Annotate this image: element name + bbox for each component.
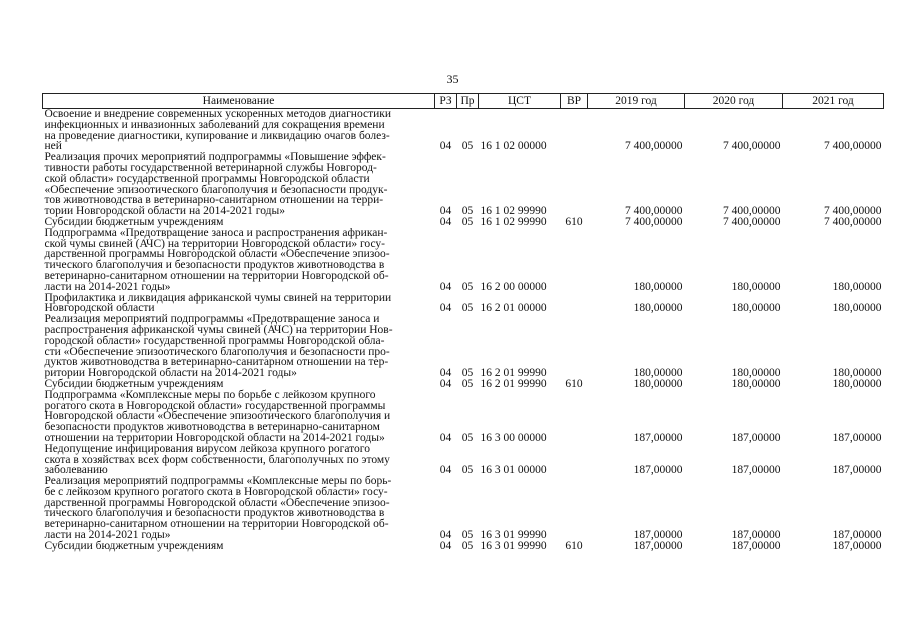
row-name-line: безопасности продуктов животноводства в ветеринарно-санитарном	[44, 421, 380, 434]
row-value-2019: 187,00000	[633, 529, 683, 542]
row-name-line: ней	[44, 140, 62, 153]
row-value-2021: 7 400,00000	[824, 140, 882, 153]
row-name-line: ветеринарно-санитарном отношении на территории Новгородской об-	[44, 518, 389, 531]
row-rz: 04	[439, 464, 452, 477]
row-value-2020: 180,00000	[731, 302, 781, 315]
row-vr: 610	[565, 539, 583, 552]
row-vr	[561, 228, 588, 293]
row-value-2021: 180,00000	[832, 367, 882, 380]
table-row	[43, 541, 884, 552]
row-name-line: дарственной программы Новгородской области «Обеспечение эпизоо-	[44, 496, 390, 509]
row-name-line: Новгородской области «Обеспечение эпизоотического благополучия и	[44, 410, 391, 423]
row-value-2021: 7 400,00000	[824, 215, 882, 228]
row-pr: 05	[461, 302, 474, 315]
row-pr: 05	[461, 140, 474, 153]
header-name: Наименование	[43, 94, 435, 109]
table-row	[43, 314, 884, 379]
budget-table	[42, 93, 884, 552]
row-value-2020: 187,00000	[731, 464, 781, 477]
row-vr	[561, 152, 588, 217]
row-vr	[561, 476, 588, 541]
row-vr: 610	[565, 215, 583, 228]
row-name-line: Подпрограмма «Комплексные меры по борьбе с лейкозом крупного	[44, 388, 376, 401]
table-row	[43, 228, 884, 293]
row-name-line: скота в хозяйствах всех форм собственности, благополучных по этому	[44, 453, 390, 466]
row-name-line: тории Новгородской области на 2014-2021 годы»	[44, 205, 285, 218]
row-name-line: Профилактика и ликвидация африканской чумы свиней на территории	[44, 291, 392, 304]
table-row	[43, 390, 884, 444]
row-value-2020: 180,00000	[731, 280, 781, 293]
header-pr: Пр	[457, 94, 479, 109]
row-name-line: тов животноводства в ветеринарно-санитарном отношении на терри-	[44, 194, 384, 207]
row-name-line: Освоение и внедрение современных ускоренных методов диагностики	[44, 108, 392, 120]
row-rz: 04	[439, 280, 452, 293]
row-name-line: рогатого скота в Новгородской области» государственной программы	[44, 399, 386, 412]
row-vr	[561, 444, 588, 476]
row-vr	[561, 109, 588, 153]
header-rz: РЗ	[435, 94, 457, 109]
row-name-line: Реализация мероприятий подпрограммы «Предотвращение заноса и	[44, 313, 380, 326]
row-value-2020: 7 400,00000	[723, 140, 781, 153]
table-row	[43, 293, 884, 315]
row-name	[43, 541, 435, 552]
header-vr: ВР	[561, 94, 588, 109]
row-name	[43, 109, 435, 153]
row-name-line: тического благополучия и безопасности продуктов животноводства в	[44, 507, 385, 520]
row-value-2019: 7 400,00000	[625, 140, 683, 153]
row-pr: 05	[461, 215, 474, 228]
table-row	[43, 109, 884, 153]
header-cst: ЦСТ	[479, 94, 561, 109]
row-name-line: Новгородской области	[44, 302, 155, 315]
row-rz: 04	[439, 205, 452, 218]
row-pr: 05	[461, 464, 474, 477]
row-value-2021: 7 400,00000	[824, 205, 882, 218]
row-name-line: тического благополучия и безопасности продуктов животноводства в	[44, 259, 385, 272]
row-value-2020: 187,00000	[731, 529, 781, 542]
row-value-2019: 180,00000	[633, 377, 683, 390]
row-value-2019: 187,00000	[633, 464, 683, 477]
row-cst: 16 2 01 99990	[480, 377, 547, 390]
row-name-line: ласти на 2014-2021 годы»	[44, 529, 171, 542]
row-cst: 16 3 01 99990	[480, 539, 547, 552]
row-name-line: «Обеспечение эпизоотического благополучия и безопасности продук-	[44, 183, 388, 196]
row-cst: 16 1 02 99990	[480, 205, 547, 218]
table-row	[43, 476, 884, 541]
row-name	[43, 444, 435, 476]
row-name-line: ветеринарно-санитарном отношении на территории Новгородской об-	[44, 269, 389, 282]
row-cst: 16 3 00 00000	[480, 431, 547, 444]
row-name-line: Подпрограмма «Предотвращение заноса и распространения африкан-	[44, 226, 388, 239]
row-value-2019: 7 400,00000	[625, 215, 683, 228]
row-name-line: ритории Новгородской области на 2014-2021 годы»	[44, 367, 297, 380]
row-rz: 04	[439, 539, 452, 552]
row-name-line: заболеванию	[44, 464, 108, 477]
header-2021: 2021 год	[783, 94, 884, 109]
row-value-2021: 187,00000	[832, 529, 882, 542]
row-rz: 04	[439, 367, 452, 380]
row-name-line: тивности работы государственной ветеринарной службы Новгород-	[44, 161, 377, 174]
row-vr	[561, 314, 588, 379]
row-name-line: Субсидии бюджетным учреждениям	[44, 539, 224, 552]
row-name-line: Реализация прочих мероприятий подпрограммы «Повышение эффек-	[44, 151, 386, 164]
row-pr: 05	[461, 539, 474, 552]
row-pr: 05	[461, 367, 474, 380]
row-name-line: ласти на 2014-2021 годы»	[44, 280, 171, 293]
row-name-line: инфекционных и инвазионных заболеваний для сокращения времени	[44, 118, 385, 131]
table-header-row	[43, 94, 884, 109]
row-name-line: ской чумы свиней (АЧС) на территории Новгородской области» госу-	[44, 237, 385, 250]
table-row	[43, 152, 884, 217]
row-value-2019: 180,00000	[633, 367, 683, 380]
row-value-2019: 180,00000	[633, 280, 683, 293]
row-name-line: сти «Обеспечение эпизоотического благополучия и безопасности про-	[44, 345, 390, 358]
row-name-line: Субсидии бюджетным учреждениям	[44, 215, 224, 228]
row-name-line: ской области» государственной программы Новгородской области	[44, 172, 370, 185]
row-value-2020: 180,00000	[731, 367, 781, 380]
row-name-line: городской области» государственной программы Новгородской обла-	[44, 334, 385, 347]
row-name-line: бе с лейкозом крупного рогатого скота в Новгородской области» госу-	[44, 485, 388, 498]
row-cst: 16 1 02 00000	[480, 140, 547, 153]
row-value-2020: 7 400,00000	[723, 205, 781, 218]
row-name	[43, 314, 435, 379]
row-name-line: Субсидии бюджетным учреждениям	[44, 377, 224, 390]
row-name	[43, 476, 435, 541]
row-value-2020: 187,00000	[731, 539, 781, 552]
row-name	[43, 228, 435, 293]
row-value-2020: 7 400,00000	[723, 215, 781, 228]
row-rz: 04	[439, 529, 452, 542]
row-pr: 05	[461, 205, 474, 218]
row-cst: 16 3 01 00000	[480, 464, 547, 477]
row-pr: 05	[461, 280, 474, 293]
page-number: 35	[446, 72, 459, 86]
row-value-2019: 187,00000	[633, 539, 683, 552]
row-value-2021: 180,00000	[832, 302, 882, 315]
header-2019: 2019 год	[588, 94, 685, 109]
row-value-2021: 187,00000	[832, 464, 882, 477]
row-name-line: Недопущение инфицирования вирусом лейкоза крупного рогатого	[44, 442, 370, 455]
row-name	[43, 390, 435, 444]
row-value-2020: 180,00000	[731, 377, 781, 390]
row-cst: 16 1 02 99990	[480, 215, 547, 228]
row-value-2019: 187,00000	[633, 431, 683, 444]
row-rz: 04	[439, 431, 452, 444]
row-value-2019: 7 400,00000	[625, 205, 683, 218]
row-value-2019: 180,00000	[633, 302, 683, 315]
row-name-line: дуктов животноводства в ветеринарно-санитарном отношении на тер-	[44, 356, 389, 369]
row-rz: 04	[439, 140, 452, 153]
row-pr: 05	[461, 529, 474, 542]
row-vr: 610	[565, 377, 583, 390]
header-2020: 2020 год	[685, 94, 783, 109]
table-body	[43, 109, 884, 552]
row-cst: 16 2 01 00000	[480, 302, 547, 315]
row-value-2021: 180,00000	[832, 377, 882, 390]
row-name-line: отношении на территории Новгородской области на 2014-2021 годы»	[44, 431, 385, 444]
row-rz: 04	[439, 377, 452, 390]
row-value-2021: 187,00000	[832, 431, 882, 444]
row-name-line: дарственной программы Новгородской области «Обеспечение эпизоо-	[44, 248, 390, 261]
row-name	[43, 293, 435, 315]
row-vr	[561, 293, 588, 315]
row-name	[43, 152, 435, 217]
row-rz: 04	[439, 302, 452, 315]
row-pr: 05	[461, 431, 474, 444]
row-value-2021: 180,00000	[832, 280, 882, 293]
row-cst: 16 2 00 00000	[480, 280, 547, 293]
table-row	[43, 444, 884, 476]
row-cst: 16 3 01 99990	[480, 529, 547, 542]
row-name-line: на проведение диагностики, купирование и ликвидацию очагов болез-	[44, 129, 390, 142]
row-rz: 04	[439, 215, 452, 228]
row-pr: 05	[461, 377, 474, 390]
row-vr	[561, 390, 588, 444]
row-value-2020: 187,00000	[731, 431, 781, 444]
row-name-line: распространения африканской чумы свиней (АЧС) на территории Нов-	[44, 323, 393, 336]
row-cst: 16 2 01 99990	[480, 367, 547, 380]
row-name-line: Реализация мероприятий подпрограммы «Комплексные меры по борь-	[44, 475, 392, 488]
row-value-2021: 187,00000	[832, 539, 882, 552]
